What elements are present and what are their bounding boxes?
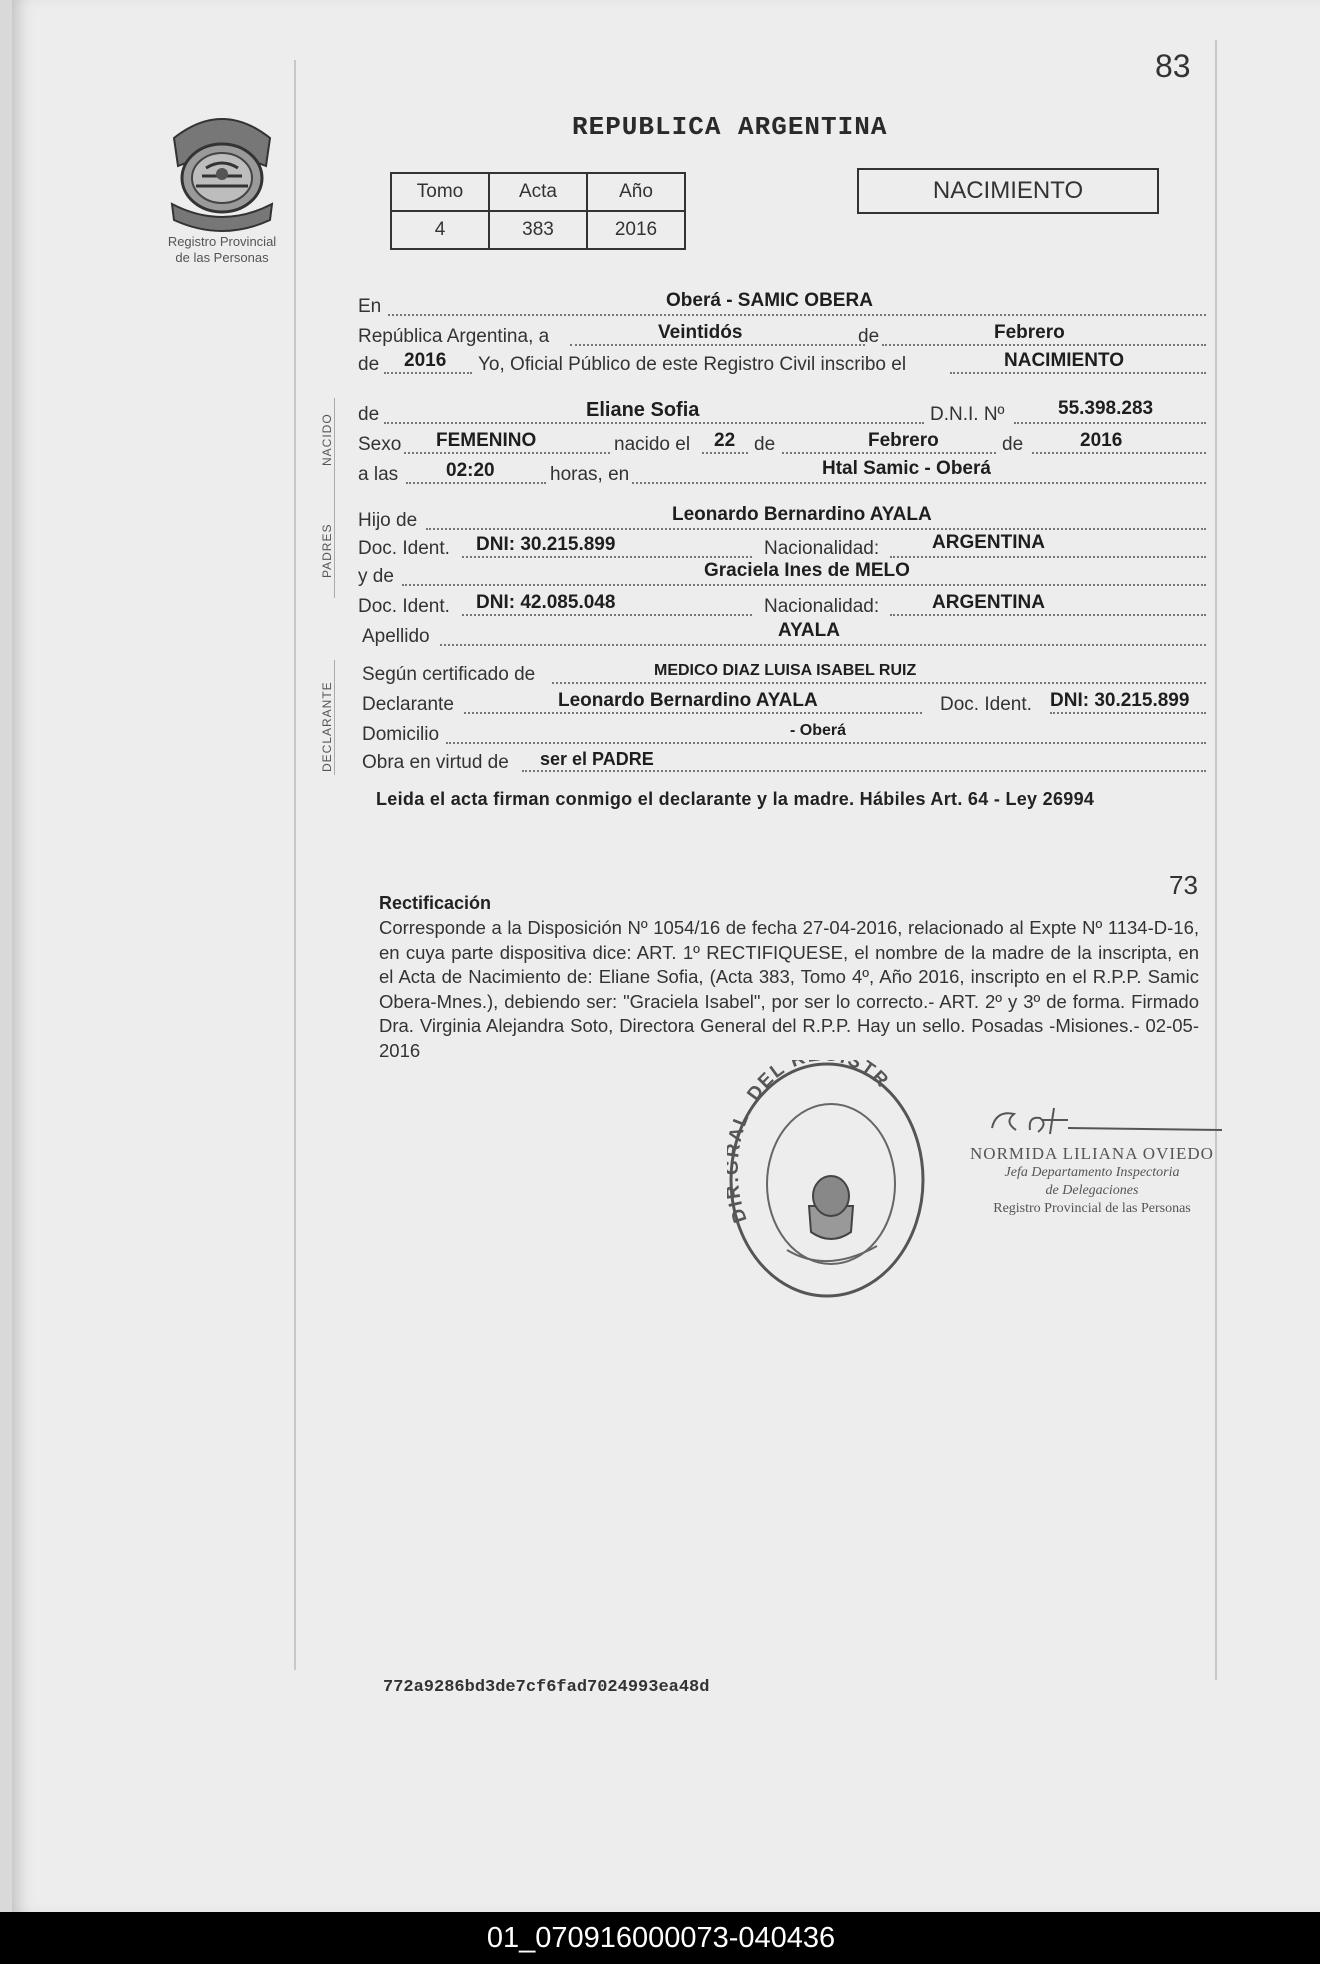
handwritten-signature [982,1100,1232,1140]
label-segun: Según certificado de [362,664,536,685]
acta-value-tomo: 4 [391,211,489,249]
footer-id: 01_070916000073-040436 [486,1922,836,1954]
value-hora: 02:20 [446,460,495,481]
provincial-shield-logo [162,108,282,234]
logo-caption-line1: Registro Provincial [167,234,277,249]
value-dni: 55.398.283 [1058,398,1154,419]
section-label-declarante: DECLARANTE [320,681,334,772]
closing-notice: Leida el acta firman conmigo el declarante y la madre. Hábiles Art. 64 - Ley 26994 [376,789,1095,809]
document-type-box: NACIMIENTO [857,168,1159,214]
label-obra: Obra en virtud de [362,752,509,773]
acta-table-value-row [391,211,685,249]
label-de-anio: de [358,354,380,375]
label-alas: a las [358,464,399,485]
row-en [358,292,1206,322]
label-declarante: Declarante [362,694,454,715]
label-de-nombre: de [358,404,380,425]
value-padre-nac: ARGENTINA [932,532,1045,553]
logo-caption-line2: de las Personas [175,250,269,265]
rectification-title: Rectificación [379,893,492,913]
signatory-title-1: Jefa Departamento Inspectoria [1004,1165,1180,1180]
value-en: Oberá - SAMIC OBERA [666,290,873,311]
row-hijo [358,506,1206,536]
value-nacido-anio: 2016 [1080,430,1123,451]
label-apellido: Apellido [362,626,430,647]
section-label-nacido: NACIDO [320,413,334,466]
rectification-body: Corresponde a la Disposición Nº 1054/16 de fecha 27-04-2016, relacionado al Expte Nº 1134-D-16, en cuya parte dispositiva dice: ART. 1º RECTIFIQUESE, el nombre de la madre de la inscripta, en el Acta de Nacimiento de: Eliane Sofia, (Acta 383, Tomo 4º, Año 2016, inscripto en el R.P.P. Samic Obera-Mnes.), debiendo ser: "Graciela Isabel", por ser lo correcto.- ART. 2º y 3º de forma. Firmado Dra. Virginia Alejandra Soto, Directora General del R.P.P. Hay un sello. Posadas -Misiones.- 02-05-2016 [379,917,1199,1061]
label-dni: D.N.I. Nº [930,404,1005,425]
value-inscribo: NACIMIENTO [1004,350,1124,371]
row-hora [358,460,1206,490]
value-dia: Veintidós [658,322,743,343]
label-inscribo: Yo, Oficial Público de este Registro Civil inscribo el [478,354,907,375]
document-page [12,0,1320,1912]
row-apellido [358,622,1206,652]
acta-header-acta: Acta [489,173,587,211]
row-nombre [358,400,1206,430]
value-lugar: Htal Samic - Oberá [822,458,991,479]
official-seal-stamp [727,1060,937,1300]
signature-block [962,1110,1222,1218]
value-sexo: FEMENINO [436,430,537,451]
label-republica: República Argentina, a [358,326,550,347]
signatory-title-2: de Delegaciones [1045,1183,1139,1198]
value-padre-doc: DNI: 30.215.899 [476,534,616,555]
section-rule-nacido [334,398,335,508]
section-rule-padres [334,508,335,598]
value-nacido-dia: 22 [714,430,736,451]
label-domicilio: Domicilio [362,724,440,745]
margin-rule-left [294,60,296,1670]
row-obra [358,748,1206,778]
value-madre: Graciela Ines de MELO [704,560,910,581]
acta-table [390,172,686,250]
row-domicilio [358,720,1206,750]
acta-table-header-row [391,173,685,211]
label-nac-madre: Nacionalidad: [764,596,880,617]
label-nacido-de2: de [1002,434,1024,455]
label-nacido-de: de [754,434,776,455]
value-madre-nac: ARGENTINA [932,592,1045,613]
acta-value-acta: 383 [489,211,587,249]
label-horas-en: horas, en [550,464,630,485]
label-doc-madre: Doc. Ident. [358,596,450,617]
signatory-name: NORMIDA LILIANA OVIEDO [970,1144,1214,1163]
value-segun: MEDICO DIAZ LUISA ISABEL RUIZ [654,662,917,679]
label-de: de [858,326,880,347]
rectification-number: 73 [1169,870,1198,900]
value-domicilio: - Oberá [790,722,847,739]
label-nac-padre: Nacionalidad: [764,538,880,559]
label-decl-doc: Doc. Ident. [940,694,1032,715]
acta-header-tomo: Tomo [391,173,489,211]
row-madre-doc [358,592,1206,622]
value-obra: ser el PADRE [540,749,654,769]
footer-bar [0,1912,1320,1964]
label-en: En [358,296,382,317]
logo-caption [142,234,302,266]
value-declarante: Leonardo Bernardino AYALA [558,690,818,711]
value-anio: 2016 [404,350,447,371]
row-segun [358,660,1206,690]
value-decl-doc: DNI: 30.215.899 [1050,690,1190,711]
document-hash: 772a9286bd3de7cf6fad7024993ea48d [383,1678,710,1697]
row-sexo [358,430,1206,460]
section-rule-declarante [334,660,335,775]
row-fecha [358,322,1206,352]
margin-rule-right [1215,40,1217,1680]
value-mes: Febrero [994,322,1065,343]
row-declarante [358,690,1206,720]
label-sexo: Sexo [358,434,402,455]
value-padre: Leonardo Bernardino AYALA [672,504,932,525]
row-madre [358,562,1206,592]
signatory-title-3: Registro Provincial de las Personas [993,1201,1191,1216]
label-yde: y de [358,566,394,587]
svg-text:DIR.GRAL. DEL REGISTRO PROVINC: DI AL. DEL STR [727,1060,894,1226]
value-madre-doc: DNI: 42.085.048 [476,592,616,613]
row-inscribo [358,350,1206,380]
page-number: 83 [1155,48,1191,84]
section-label-padres: PADRES [320,523,334,578]
acta-value-anio: 2016 [587,211,685,249]
value-apellido: AYALA [778,620,840,641]
label-hijo: Hijo de [358,510,418,531]
label-doc-padre: Doc. Ident. [358,538,450,559]
value-nombre: Eliane Sofia [586,399,700,421]
acta-header-anio: Año [587,173,685,211]
value-nacido-mes: Febrero [868,430,939,451]
label-nacido: nacido el [614,434,691,455]
country-heading: REPUBLICA ARGENTINA [572,112,888,142]
